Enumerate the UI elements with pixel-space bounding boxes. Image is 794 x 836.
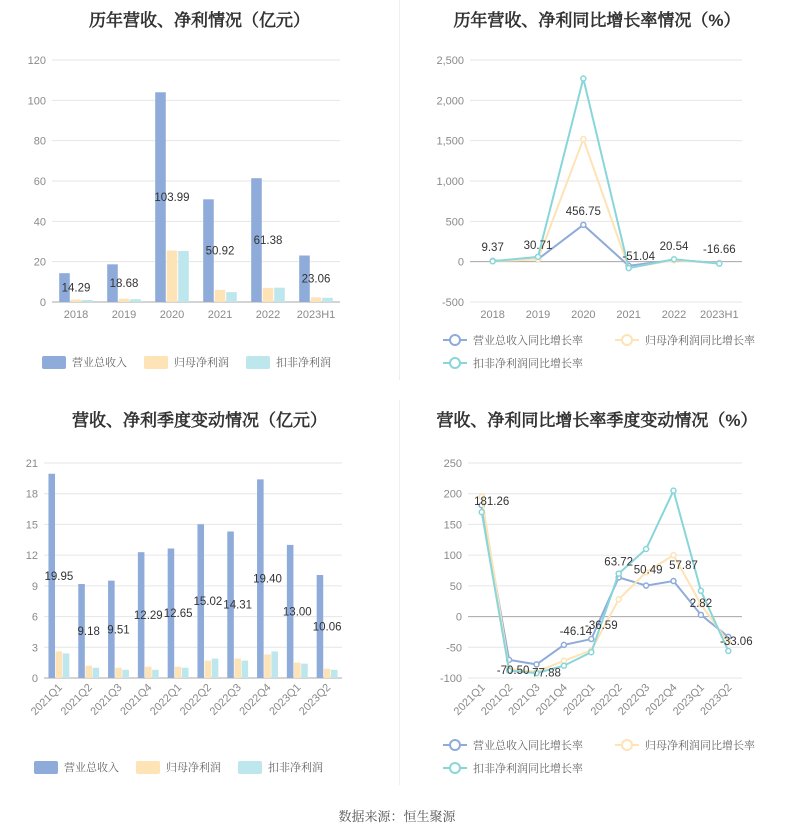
x-tick-label: 2022Q3 bbox=[207, 681, 244, 718]
y-tick-label: 6 bbox=[31, 611, 38, 624]
data-label: 9.18 bbox=[77, 626, 100, 639]
bar bbox=[85, 666, 92, 678]
y-tick-label: 50 bbox=[449, 580, 462, 593]
legend-marker bbox=[450, 335, 460, 345]
y-tick-label: 60 bbox=[33, 176, 46, 188]
x-tick-label: 2020 bbox=[571, 309, 596, 321]
bar bbox=[175, 667, 182, 678]
data-label: 63.72 bbox=[604, 556, 634, 569]
x-tick-label: 2023Q2 bbox=[297, 681, 334, 718]
data-label: 9.37 bbox=[481, 241, 504, 254]
y-tick-label: 12 bbox=[25, 550, 38, 563]
data-point bbox=[589, 650, 594, 655]
x-tick-label: 2022Q3 bbox=[616, 681, 653, 718]
y-tick-label: 0 bbox=[457, 256, 464, 269]
legend-marker bbox=[622, 740, 632, 750]
x-tick-label: 2022Q2 bbox=[177, 681, 215, 718]
legend-label: 扣非净利润同比增长率 bbox=[473, 358, 583, 370]
legend-label: 扣非净利润 bbox=[276, 357, 331, 369]
bar bbox=[294, 663, 301, 678]
chart-title: 历年营收、净利同比增长率情况（%） bbox=[453, 11, 741, 30]
legend-marker bbox=[622, 335, 632, 345]
x-tick-label: 2021Q4 bbox=[118, 681, 155, 718]
data-point bbox=[644, 547, 649, 552]
y-tick-label: 500 bbox=[445, 216, 464, 229]
y-tick-label: 250 bbox=[443, 458, 462, 470]
legend-label: 营业总收入同比增长率 bbox=[473, 335, 583, 347]
x-tick-label: 2022 bbox=[661, 309, 687, 321]
x-tick-label: 2020 bbox=[159, 309, 185, 321]
y-tick-label: 150 bbox=[443, 519, 462, 532]
series-line bbox=[482, 491, 729, 673]
bar bbox=[82, 300, 93, 302]
data-label: -33.06 bbox=[719, 635, 753, 648]
y-tick-label: -50 bbox=[446, 642, 462, 655]
y-tick-label: -100 bbox=[439, 673, 462, 685]
bar bbox=[145, 667, 152, 678]
y-tick-label: 2,000 bbox=[436, 95, 464, 108]
bar bbox=[122, 670, 129, 678]
x-tick-label: 2022Q1 bbox=[561, 681, 598, 718]
x-tick-label: 2023Q2 bbox=[698, 681, 735, 718]
legend-label: 归母净利润 bbox=[174, 357, 229, 369]
data-label: 12.65 bbox=[163, 608, 193, 621]
legend-label: 扣非净利润同比增长率 bbox=[473, 763, 583, 775]
bar bbox=[212, 659, 219, 678]
x-tick-label: 2022Q1 bbox=[148, 681, 185, 718]
quarter-bar-panel bbox=[0, 400, 399, 790]
bar bbox=[322, 298, 333, 302]
bar bbox=[234, 659, 241, 678]
x-tick-label: 2021Q2 bbox=[58, 681, 95, 718]
data-label: 50.92 bbox=[205, 245, 235, 258]
x-tick-label: 2022 bbox=[255, 309, 281, 321]
data-label: 14.31 bbox=[223, 599, 253, 612]
bar bbox=[152, 670, 159, 678]
x-tick-label: 2021Q2 bbox=[479, 681, 516, 718]
data-label: 14.29 bbox=[61, 282, 91, 295]
data-label: -70.50 bbox=[496, 664, 530, 677]
data-label: 9.51 bbox=[107, 624, 130, 637]
y-tick-label: 0 bbox=[455, 611, 462, 624]
legend-swatch bbox=[238, 761, 262, 774]
x-tick-label: 2021Q4 bbox=[533, 681, 571, 718]
bar bbox=[226, 292, 237, 302]
data-label: 19.95 bbox=[44, 570, 74, 583]
x-tick-label: 2021 bbox=[207, 309, 233, 321]
data-point bbox=[490, 259, 495, 264]
legend-label: 营业总收入同比增长率 bbox=[473, 740, 583, 752]
legend-marker bbox=[450, 740, 460, 750]
bar bbox=[56, 651, 63, 678]
series-line bbox=[482, 497, 729, 672]
legend-label: 营业总收入 bbox=[72, 357, 127, 369]
legend-label: 归母净利润同比增长率 bbox=[645, 335, 755, 347]
legend-marker bbox=[450, 763, 460, 773]
data-point bbox=[616, 571, 621, 576]
data-point bbox=[534, 662, 539, 667]
data-point bbox=[671, 553, 676, 558]
legend-swatch bbox=[144, 356, 168, 369]
data-point bbox=[581, 137, 586, 142]
y-tick-label: 20 bbox=[33, 256, 46, 269]
y-tick-label: 0 bbox=[31, 673, 38, 685]
data-point bbox=[698, 588, 703, 593]
bar bbox=[119, 299, 130, 302]
bar bbox=[130, 299, 141, 302]
data-label: 20.54 bbox=[659, 241, 689, 254]
chart-title: 营收、净利同比增长率季度变动情况（%） bbox=[436, 411, 758, 430]
x-tick-label: 2022Q4 bbox=[643, 681, 680, 718]
series-line bbox=[482, 505, 729, 664]
quarterly-growth-chart bbox=[400, 400, 794, 790]
bar bbox=[115, 668, 122, 678]
data-label: -51.04 bbox=[622, 250, 655, 263]
y-tick-label: 0 bbox=[39, 297, 46, 309]
quarterly-revenue-profit-chart bbox=[0, 400, 399, 790]
data-label: 13.00 bbox=[282, 606, 312, 619]
data-label: 15.02 bbox=[193, 596, 223, 609]
bar bbox=[324, 669, 331, 678]
x-tick-label: 2021 bbox=[616, 309, 641, 321]
legend-label: 归母净利润 bbox=[166, 762, 221, 774]
data-label: -46.14 bbox=[559, 625, 593, 638]
bar bbox=[301, 664, 308, 678]
data-point bbox=[536, 254, 541, 259]
x-tick-label: 2022Q4 bbox=[237, 681, 274, 718]
data-label: -16.66 bbox=[703, 244, 736, 257]
y-tick-label: 120 bbox=[27, 55, 46, 67]
x-tick-label: 2021Q1 bbox=[28, 681, 66, 718]
bar bbox=[311, 297, 322, 302]
y-tick-label: 3 bbox=[31, 642, 38, 655]
x-tick-label: 2023Q1 bbox=[670, 681, 708, 718]
data-point bbox=[581, 222, 586, 227]
data-label: 57.87 bbox=[669, 560, 698, 573]
legend-label: 扣非净利润 bbox=[268, 762, 323, 774]
legend-label: 营业总收入 bbox=[64, 762, 119, 774]
bar bbox=[182, 668, 189, 678]
legend-swatch bbox=[136, 761, 160, 774]
data-label: 77.88 bbox=[532, 667, 561, 680]
bar bbox=[93, 668, 100, 678]
data-point bbox=[671, 488, 676, 493]
x-tick-label: 2021Q1 bbox=[451, 681, 488, 718]
x-tick-label: 2018 bbox=[480, 309, 505, 321]
data-label: 30.71 bbox=[523, 240, 553, 253]
data-label: 181.26 bbox=[474, 496, 510, 509]
y-tick-label: 15 bbox=[25, 519, 38, 532]
y-tick-label: 80 bbox=[33, 135, 46, 148]
quarter-line-panel bbox=[400, 400, 794, 790]
data-point bbox=[561, 642, 566, 647]
x-tick-label: 2023Q1 bbox=[267, 681, 304, 718]
legend-swatch bbox=[42, 356, 66, 369]
x-tick-label: 2019 bbox=[525, 309, 551, 321]
data-label: 18.68 bbox=[109, 278, 139, 291]
annual-line-panel bbox=[400, 0, 794, 380]
data-point bbox=[581, 76, 586, 81]
data-point bbox=[672, 257, 677, 262]
bar bbox=[215, 290, 226, 302]
x-tick-label: 2023H1 bbox=[700, 309, 739, 321]
legend-swatch bbox=[34, 761, 58, 774]
y-tick-label: 200 bbox=[443, 488, 462, 501]
x-tick-label: 2021Q3 bbox=[506, 681, 543, 718]
bar bbox=[242, 661, 249, 678]
y-tick-label: 100 bbox=[27, 95, 46, 108]
annual-growth-chart bbox=[400, 0, 794, 380]
data-point bbox=[717, 261, 722, 266]
y-tick-label: -500 bbox=[441, 297, 464, 309]
x-tick-label: 2018 bbox=[63, 309, 89, 321]
data-point bbox=[479, 510, 484, 515]
data-point bbox=[626, 266, 631, 271]
data-label: 23.06 bbox=[301, 273, 331, 286]
bar bbox=[263, 288, 274, 302]
data-point bbox=[561, 663, 566, 668]
data-label: 456.75 bbox=[565, 205, 601, 218]
bar bbox=[63, 653, 70, 678]
y-tick-label: 1,500 bbox=[436, 135, 464, 148]
y-tick-label: 21 bbox=[25, 458, 38, 470]
y-tick-label: 40 bbox=[33, 216, 46, 229]
data-point bbox=[671, 579, 676, 584]
bar bbox=[331, 670, 338, 678]
y-tick-label: 100 bbox=[443, 550, 462, 563]
data-label: 10.06 bbox=[312, 621, 342, 634]
data-point bbox=[698, 612, 703, 617]
data-point bbox=[616, 597, 621, 602]
chart-title: 营收、净利季度变动情况（亿元） bbox=[72, 411, 327, 430]
data-label: 50.49 bbox=[633, 564, 663, 577]
y-tick-label: 1,000 bbox=[436, 176, 464, 188]
data-label: 19.40 bbox=[253, 573, 282, 586]
y-tick-label: 9 bbox=[31, 580, 38, 593]
x-tick-label: 2019 bbox=[111, 309, 137, 321]
data-label: 103.99 bbox=[154, 192, 190, 205]
annual-revenue-profit-chart bbox=[0, 0, 399, 380]
bar bbox=[274, 288, 285, 302]
x-tick-label: 2022Q2 bbox=[588, 681, 625, 718]
annual-bar-panel bbox=[0, 0, 399, 380]
y-tick-label: 2,500 bbox=[436, 55, 464, 67]
bar bbox=[264, 654, 271, 678]
bar bbox=[167, 251, 178, 302]
legend-label: 归母净利润同比增长率 bbox=[645, 740, 755, 752]
bar bbox=[271, 651, 278, 678]
data-label: 2.82 bbox=[689, 597, 713, 610]
legend-swatch bbox=[246, 356, 270, 369]
data-point bbox=[726, 648, 731, 653]
data-label: 12.29 bbox=[133, 610, 163, 623]
bar bbox=[205, 661, 212, 678]
data-label: 61.38 bbox=[253, 235, 283, 248]
x-tick-label: 2023H1 bbox=[296, 309, 336, 321]
data-point bbox=[644, 583, 649, 588]
legend-marker bbox=[450, 358, 460, 368]
data-source: 数据来源：恒生聚源 bbox=[338, 809, 456, 824]
chart-title: 历年营收、净利情况（亿元） bbox=[89, 11, 310, 30]
x-tick-label: 2021Q3 bbox=[88, 681, 125, 718]
y-tick-label: 18 bbox=[25, 488, 38, 501]
bar bbox=[178, 251, 189, 302]
bar bbox=[71, 300, 82, 302]
data-label: -36.59 bbox=[584, 620, 618, 633]
